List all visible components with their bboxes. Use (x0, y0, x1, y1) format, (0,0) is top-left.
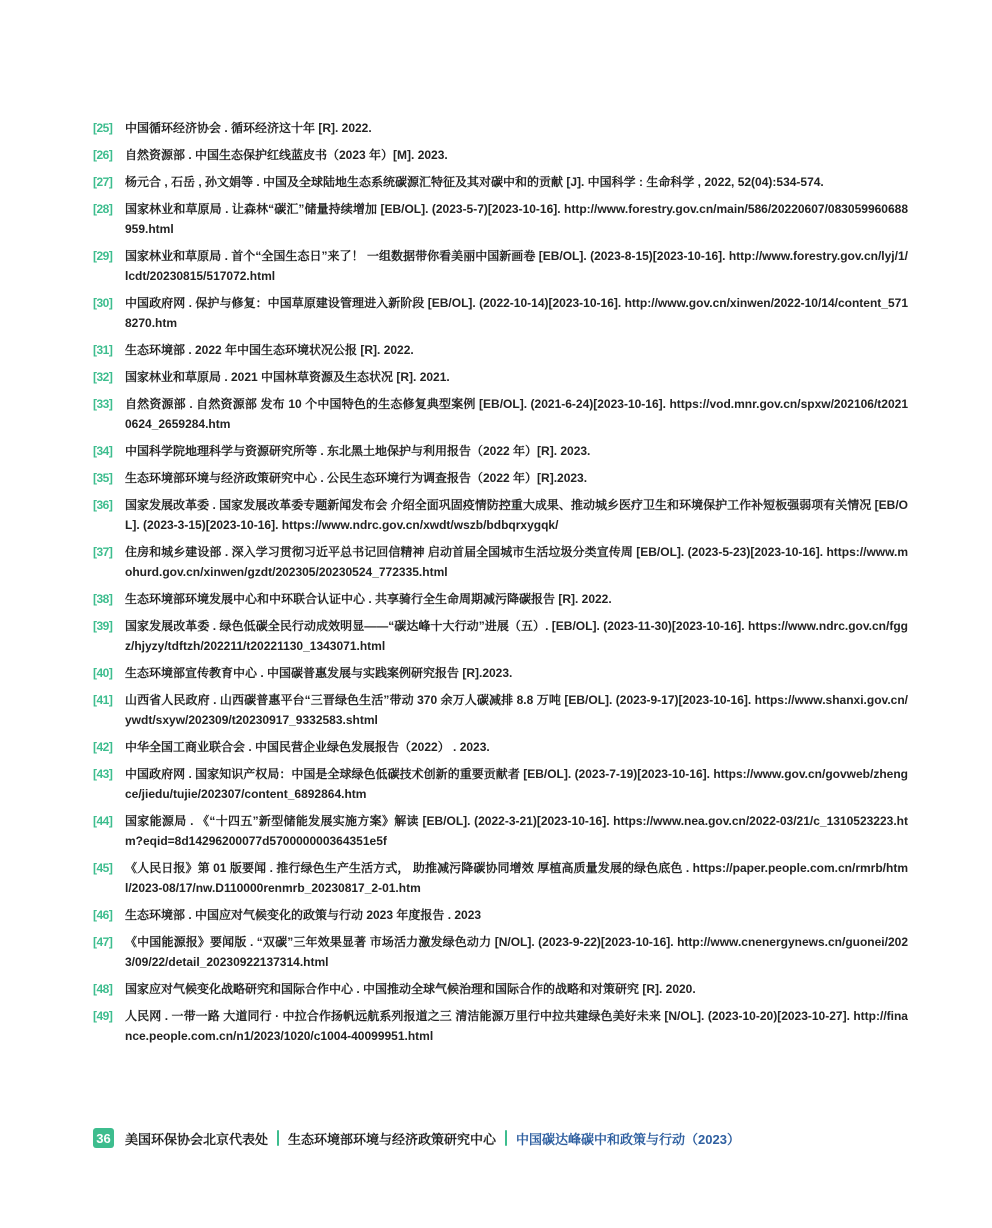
reference-text: 中国政府网 . 保护与修复：中国草原建设管理进入新阶段 [EB/OL]. (2022-10-14)[2023-10-16]. http://www.gov.cn/xinwen/2022-10/14/content_5718270.htm (125, 296, 908, 330)
reference-number: [46] (93, 908, 113, 922)
reference-item (93, 905, 908, 925)
reference-number: [30] (93, 296, 113, 310)
reference-number: [36] (93, 498, 113, 512)
reference-text: 国家林业和草原局 . 2021 中国林草资源及生态状况 [R]. 2021. (125, 370, 450, 384)
reference-item (93, 367, 908, 387)
reference-number: [44] (93, 814, 113, 828)
reference-number: [39] (93, 619, 113, 633)
reference-text: 国家应对气候变化战略研究和国际合作中心 . 中国推动全球气候治理和国际合作的战略和对策研究 [R]. 2020. (125, 982, 696, 996)
reference-item (93, 394, 908, 434)
reference-item (93, 340, 908, 360)
footer-org-2: 生态环境部环境与经济政策研究中心 (288, 1131, 497, 1147)
reference-text: 住房和城乡建设部 . 深入学习贯彻习近平总书记回信精神 启动首届全国城市生活垃圾分类宣传周 [EB/OL]. (2023-5-23)[2023-10-16]. https://www.mohurd.gov.cn/xinwen/gzdt/202305/20230524_772335.html (125, 545, 908, 579)
reference-number: [40] (93, 666, 113, 680)
reference-text: 生态环境部 . 中国应对气候变化的政策与行动 2023 年度报告 . 2023 (125, 908, 482, 922)
reference-text: 中国政府网 . 国家知识产权局：中国是全球绿色低碳技术创新的重要贡献者 [EB/OL]. (2023-7-19)[2023-10-16]. https://www.gov.cn/govweb/zhengce/jiedu/tujie/202307/content_6892864.htm (125, 767, 908, 801)
reference-text: 中国循环经济协会 . 循环经济这十年 [R]. 2022. (125, 121, 372, 135)
reference-item (93, 737, 908, 757)
reference-number: [38] (93, 592, 113, 606)
reference-item (93, 293, 908, 333)
reference-number: [29] (93, 249, 113, 263)
reference-number: [27] (93, 175, 113, 189)
reference-number: [33] (93, 397, 113, 411)
footer-divider (277, 1130, 279, 1146)
reference-text: 人民网 . 一带一路 大道同行 · 中拉合作扬帆远航系列报道之三 清洁能源万里行中拉共建绿色美好未来 [N/OL]. (2023-10-20)[2023-10-27]. http://finance.people.com.cn/n1/2023/1020/c1004-40099951.html (125, 1009, 908, 1043)
reference-text: 《人民日报》第 01 版要闻 . 推行绿色生产生活方式， 助推减污降碳协同增效 厚植高质量发展的绿色底色 . https://paper.people.com.cn/rmrb/html/2023-08/17/nw.D110000renmrb_20230817_2-01.htm (125, 861, 908, 895)
reference-text: 中国科学院地理科学与资源研究所等 . 东北黑土地保护与利用报告（2022 年）[R]. 2023. (125, 444, 591, 458)
reference-item (93, 858, 908, 898)
page-number-badge: 36 (93, 1128, 114, 1148)
reference-text: 自然资源部 . 自然资源部 发布 10 个中国特色的生态修复典型案例 [EB/OL]. (2021-6-24)[2023-10-16]. https://vod.mnr.gov.cn/spxw/202106/t20210624_2659284.htm (125, 397, 908, 431)
reference-number: [26] (93, 148, 113, 162)
reference-number: [32] (93, 370, 113, 384)
reference-number: [47] (93, 935, 113, 949)
reference-text: 国家林业和草原局 . 让森林“碳汇”储量持续增加 [EB/OL]. (2023-5-7)[2023-10-16]. http://www.forestry.gov.cn/main/586/20220607/083059960688959.html (125, 202, 908, 236)
reference-text: 国家林业和草原局 . 首个“全国生态日”来了！ 一组数据带你看美丽中国新画卷 [EB/OL]. (2023-8-15)[2023-10-16]. http://www.forestry.gov.cn/lyj/1/lcdt/20230815/517072.html (125, 249, 908, 283)
reference-text: 杨元合 , 石岳 , 孙文娟等 . 中国及全球陆地生态系统碳源汇特征及其对碳中和的贡献 [J]. 中国科学 : 生命科学 , 2022, 52(04):534-574. (125, 175, 824, 189)
reference-number: [42] (93, 740, 113, 754)
reference-item (93, 246, 908, 286)
reference-item (93, 764, 908, 804)
reference-item (93, 589, 908, 609)
reference-text: 生态环境部环境发展中心和中环联合认证中心 . 共享骑行全生命周期减污降碳报告 [R]. 2022. (125, 592, 612, 606)
reference-text: 《中国能源报》要闻版 . “双碳”三年效果显著 市场活力激发绿色动力 [N/OL]. (2023-9-22)[2023-10-16]. http://www.cnenergynews.cn/guonei/2023/09/22/detail_20230922137314.html (125, 935, 908, 969)
reference-item (93, 118, 908, 138)
reference-number: [49] (93, 1009, 113, 1023)
reference-item (93, 441, 908, 461)
reference-number: [34] (93, 444, 113, 458)
reference-item (93, 811, 908, 851)
reference-text: 国家发展改革委 . 国家发展改革委专题新闻发布会 介绍全面巩固疫情防控重大成果、推动城乡医疗卫生和环境保护工作补短板强弱项有关情况 [EB/OL]. (2023-3-15)[2023-10-16]. https://www.ndrc.gov.cn/xwdt/wszb/bdbqrxygqk/ (125, 498, 908, 532)
reference-text: 生态环境部环境与经济政策研究中心 . 公民生态环境行为调查报告（2022 年）[R].2023. (125, 471, 588, 485)
reference-text: 自然资源部 . 中国生态保护红线蓝皮书（2023 年）[M]. 2023. (125, 148, 448, 162)
reference-number: [31] (93, 343, 113, 357)
reference-number: [48] (93, 982, 113, 996)
reference-number: [28] (93, 202, 113, 216)
reference-item (93, 468, 908, 488)
reference-item (93, 979, 908, 999)
reference-number: [41] (93, 693, 113, 707)
reference-text: 国家发展改革委 . 绿色低碳全民行动成效明显——“碳达峰十大行动”进展（五）. [EB/OL]. (2023-11-30)[2023-10-16]. https://www.ndrc.gov.cn/fggz/hjyzy/tdftzh/202211/t20221130_1343071.html (125, 619, 908, 653)
page-footer (93, 1128, 932, 1148)
reference-item (93, 542, 908, 582)
references-list (93, 118, 908, 1053)
reference-text: 中华全国工商业联合会 . 中国民营企业绿色发展报告（2022） . 2023. (125, 740, 490, 754)
reference-item (93, 1006, 908, 1046)
reference-text: 国家能源局 . 《“十四五”新型储能发展实施方案》解读 [EB/OL]. (2022-3-21)[2023-10-16]. https://www.nea.gov.cn/2022-03/21/c_1310523223.htm?eqid=8d14296200077d570000000364351e5f (125, 814, 908, 848)
reference-item (93, 616, 908, 656)
reference-item (93, 932, 908, 972)
footer-divider (505, 1130, 507, 1146)
reference-number: [43] (93, 767, 113, 781)
reference-item (93, 663, 908, 683)
reference-item (93, 690, 908, 730)
reference-text: 生态环境部宣传教育中心 . 中国碳普惠发展与实践案例研究报告 [R].2023. (125, 666, 513, 680)
reference-text: 生态环境部 . 2022 年中国生态环境状况公报 [R]. 2022. (125, 343, 414, 357)
reference-text: 山西省人民政府 . 山西碳普惠平台“三晋绿色生活”带动 370 余万人碳减排 8.8 万吨 [EB/OL]. (2023-9-17)[2023-10-16]. https://www.shanxi.gov.cn/ywdt/sxyw/202309/t20230917_9332583.shtml (125, 693, 908, 727)
reference-number: [35] (93, 471, 113, 485)
reference-item (93, 495, 908, 535)
reference-number: [37] (93, 545, 113, 559)
reference-item (93, 172, 908, 192)
reference-item (93, 199, 908, 239)
reference-item (93, 145, 908, 165)
reference-number: [45] (93, 861, 113, 875)
footer-org-1: 美国环保协会北京代表处 (125, 1131, 269, 1147)
footer-report-title: 中国碳达峰碳中和政策与行动（2023） (516, 1131, 740, 1147)
reference-number: [25] (93, 121, 113, 135)
